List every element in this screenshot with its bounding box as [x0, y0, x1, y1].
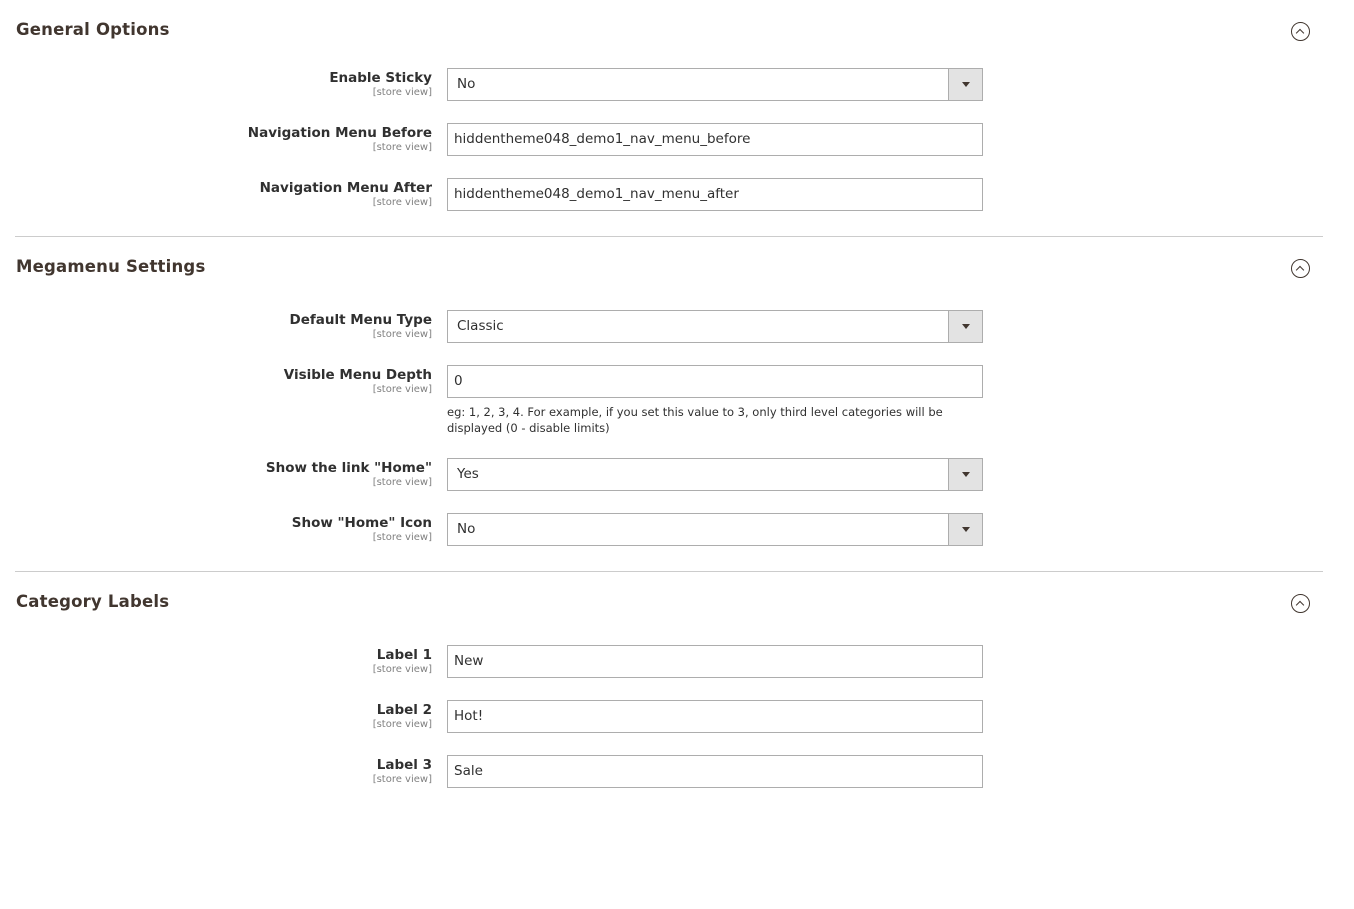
field-label: Visible Menu Depth	[283, 367, 432, 383]
field-label: Default Menu Type	[289, 312, 432, 328]
scope-label: [store view]	[372, 664, 432, 675]
field-row-show-home-icon	[15, 513, 1323, 546]
field-label: Show the link "Home"	[265, 460, 432, 476]
field-label: Label 1	[376, 647, 432, 663]
field-row-nav-menu-after	[15, 178, 1323, 211]
field-label-group	[15, 515, 432, 545]
selected-value: Yes	[457, 466, 479, 482]
label-3-input[interactable]: Sale	[447, 755, 983, 788]
selected-value: No	[457, 521, 476, 537]
caret-down-icon[interactable]	[948, 69, 982, 100]
default-menu-type-select[interactable]	[447, 310, 983, 343]
field-label-group	[15, 125, 432, 155]
selected-value: Classic	[457, 318, 504, 334]
field-row-label-1	[15, 645, 1323, 678]
section-title: General Options	[16, 20, 170, 39]
scope-label: [store view]	[372, 384, 432, 395]
megamenu-settings-fields	[15, 301, 1323, 571]
nav-menu-before-input[interactable]: hiddentheme048_demo1_nav_menu_before	[447, 123, 983, 156]
field-label-group	[15, 367, 432, 397]
scope-label: [store view]	[372, 142, 432, 153]
chevron-up-circle-icon[interactable]	[1291, 259, 1310, 278]
category-labels-section	[15, 571, 1323, 813]
section-title: Category Labels	[16, 592, 170, 611]
field-label-group	[15, 180, 432, 210]
field-label-group	[15, 312, 432, 342]
caret-down-icon[interactable]	[948, 459, 982, 490]
field-row-enable-sticky	[15, 68, 1323, 101]
field-label: Label 3	[376, 757, 432, 773]
megamenu-settings-header[interactable]	[15, 237, 1323, 301]
field-label-group	[15, 702, 432, 732]
field-row-label-2	[15, 700, 1323, 733]
general-options-section	[15, 0, 1323, 236]
field-row-label-3	[15, 755, 1323, 788]
category-labels-header[interactable]	[15, 572, 1323, 636]
field-label-group	[15, 460, 432, 490]
chevron-up-circle-icon[interactable]	[1291, 594, 1310, 613]
scope-label: [store view]	[372, 719, 432, 730]
scope-label: [store view]	[372, 477, 432, 488]
field-label: Navigation Menu Before	[247, 125, 432, 141]
scope-label: [store view]	[372, 532, 432, 543]
field-label: Label 2	[376, 702, 432, 718]
general-options-header[interactable]	[15, 0, 1323, 64]
scope-label: [store view]	[372, 774, 432, 785]
general-options-fields	[15, 64, 1323, 236]
field-row-show-home-link	[15, 458, 1323, 491]
field-label: Show "Home" Icon	[291, 515, 432, 531]
field-row-default-menu-type	[15, 310, 1323, 343]
scope-label: [store view]	[372, 197, 432, 208]
field-label-group	[15, 647, 432, 677]
field-label-group	[15, 757, 432, 787]
field-note: eg: 1, 2, 3, 4. For example, if you set this value to 3, only third level categories will be displayed (0 - disable limits)	[447, 405, 943, 435]
caret-down-icon[interactable]	[948, 514, 982, 545]
label-1-input[interactable]: New	[447, 645, 983, 678]
field-row-nav-menu-before	[15, 123, 1323, 156]
selected-value: No	[457, 76, 476, 92]
field-label: Enable Sticky	[329, 70, 432, 86]
caret-down-icon[interactable]	[948, 311, 982, 342]
field-label-group	[15, 70, 432, 100]
megamenu-settings-section	[15, 236, 1323, 571]
category-labels-fields	[15, 636, 1323, 813]
visible-menu-depth-input[interactable]: 0	[447, 365, 983, 398]
scope-label: [store view]	[372, 329, 432, 340]
field-label: Navigation Menu After	[259, 180, 432, 196]
label-2-input[interactable]: Hot!	[447, 700, 983, 733]
chevron-up-circle-icon[interactable]	[1291, 22, 1310, 41]
field-row-visible-menu-depth	[15, 365, 1323, 436]
enable-sticky-select[interactable]	[447, 68, 983, 101]
show-home-icon-select[interactable]	[447, 513, 983, 546]
nav-menu-after-input[interactable]: hiddentheme048_demo1_nav_menu_after	[447, 178, 983, 211]
show-home-link-select[interactable]	[447, 458, 983, 491]
scope-label: [store view]	[372, 87, 432, 98]
section-title: Megamenu Settings	[16, 257, 206, 276]
